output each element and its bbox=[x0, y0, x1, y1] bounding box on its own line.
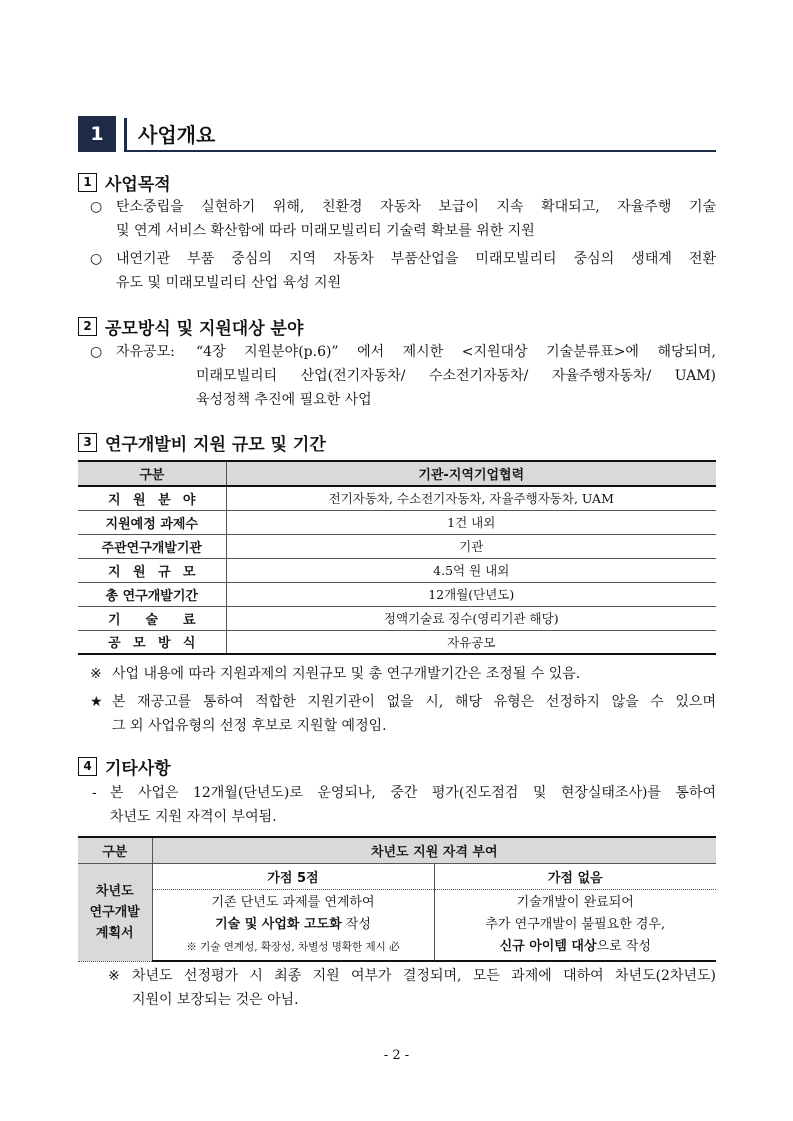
heading-number-box: 4 bbox=[78, 757, 97, 776]
no-bonus-line: 추가 연구개발이 불필요한 경우, bbox=[485, 916, 666, 932]
method-line: 미래모빌리티 산업(전기자동차/ 수소전기자동차/ 자율주행자동차/ UAM) bbox=[196, 368, 716, 384]
row-label: 기 술 료 bbox=[108, 612, 196, 628]
heading-text: 연구개발비 지원 규모 및 기간 bbox=[105, 435, 326, 455]
bonus-note: ※ 기술 연계성, 확장성, 차별성 명확한 제시 必 bbox=[186, 940, 400, 953]
table-subheader-row bbox=[78, 863, 716, 889]
no-bonus-line-text: 으로 작성 bbox=[596, 938, 651, 954]
subheader-bonus: 가점 5점 bbox=[152, 863, 434, 889]
others-paragraph bbox=[110, 781, 716, 829]
row-value: 정액기술료 징수(영리기관 해당) bbox=[226, 606, 716, 630]
final-note-line: 차년도 선정평가 시 최종 지원 여부가 결정되며, 모든 과제에 대하여 차년도(2차년도) bbox=[132, 968, 716, 984]
dash-marker: - bbox=[92, 785, 97, 801]
table-row bbox=[78, 606, 716, 630]
bonus-line bbox=[153, 892, 434, 914]
table-row bbox=[78, 558, 716, 582]
no-bonus-cell bbox=[434, 889, 716, 961]
table-header-row bbox=[78, 837, 716, 863]
bonus-emphasis: 기술 및 사업화 고도화 bbox=[215, 916, 342, 932]
heading-text: 공모방식 및 지원대상 분야 bbox=[105, 319, 304, 339]
row-label-line: 차년도 bbox=[95, 883, 134, 899]
purpose-line: 및 연계 서비스 확산함에 따라 미래모빌리티 기술력 확보를 위한 지원 bbox=[116, 223, 535, 239]
heading-text: 사업목적 bbox=[105, 175, 171, 195]
star-marker: ★ bbox=[90, 694, 103, 710]
row-label-line: 연구개발 bbox=[89, 904, 140, 920]
heading-number-box: 3 bbox=[78, 433, 97, 452]
star-note-line: 본 재공고를 통하여 적합한 지원기관이 없을 시, 해당 유형은 선정하지 않을 수 있으며 bbox=[112, 694, 716, 710]
purpose-line: 탄소중립을 실현하기 위해, 친환경 자동차 보급이 지속 확대되고, 자율주행 기술 bbox=[116, 199, 716, 215]
table-row bbox=[78, 534, 716, 558]
budget-table bbox=[78, 460, 716, 655]
star-note-line: 그 외 사업유형의 선정 후보로 지원할 예정임. bbox=[112, 718, 387, 734]
no-bonus-line bbox=[435, 936, 717, 958]
heading-method bbox=[78, 314, 303, 339]
heading-others bbox=[78, 754, 171, 779]
row-label: 주관연구개발기관 bbox=[78, 534, 226, 558]
next-year-table bbox=[78, 836, 716, 962]
purpose-paragraph-1 bbox=[116, 195, 716, 243]
final-note bbox=[132, 964, 716, 1012]
heading-number-box: 1 bbox=[78, 173, 97, 192]
table-row bbox=[78, 889, 716, 961]
no-bonus-emphasis: 신규 아이템 대상 bbox=[499, 938, 597, 954]
bullet-marker: ○ bbox=[90, 199, 103, 215]
row-value: 12개월(단년도) bbox=[226, 582, 716, 606]
row-label-line: 계획서 bbox=[95, 925, 134, 941]
purpose-line: 내연기관 부품 중심의 지역 자동차 부품산업을 미래모빌리티 중심의 생태계 전환 bbox=[116, 251, 716, 267]
table-row bbox=[78, 510, 716, 534]
row-label: 총 연구개발기간 bbox=[78, 582, 226, 606]
bonus-line-text: 기존 단년도 과제를 연계하여 bbox=[211, 894, 375, 910]
final-note-line: 지원이 보장되는 것은 아님. bbox=[132, 992, 299, 1008]
row-value: 기관 bbox=[226, 534, 716, 558]
section-underline bbox=[124, 150, 716, 152]
note-text: 사업 내용에 따라 지원과제의 지원규모 및 총 연구개발기간은 조정될 수 있음. bbox=[112, 666, 581, 682]
method-line: “4장 지원분야(p.6)” 에서 제시한 <지원대상 기술분류표>에 해당되며, bbox=[196, 344, 716, 360]
others-line: 본 사업은 12개월(단년도)로 운영되나, 중간 평가(진도점검 및 현장실태조사)를 통하여 bbox=[110, 785, 716, 801]
method-paragraph bbox=[196, 340, 716, 412]
subheader-no-bonus: 가점 없음 bbox=[434, 863, 716, 889]
star-note bbox=[112, 690, 716, 738]
row-label: 지 원 분 야 bbox=[108, 492, 196, 508]
table-row bbox=[78, 486, 716, 510]
table-row bbox=[78, 582, 716, 606]
purpose-line: 유도 및 미래모빌리티 산업 육성 지원 bbox=[116, 275, 342, 291]
col-header: 구분 bbox=[78, 461, 226, 486]
heading-purpose bbox=[78, 170, 171, 195]
section-number: 1 bbox=[78, 116, 116, 152]
row-label: 공 모 방 식 bbox=[108, 636, 196, 652]
table-header-row bbox=[78, 461, 716, 486]
row-value: 4.5억 원 내외 bbox=[226, 558, 716, 582]
row-label: 지 원 규 모 bbox=[108, 564, 196, 580]
bullet-marker: ○ bbox=[90, 344, 103, 360]
note-marker: ※ bbox=[108, 968, 120, 984]
others-line: 차년도 지원 자격이 부여됨. bbox=[110, 809, 277, 825]
col-header: 기관-지역기업협력 bbox=[226, 461, 716, 486]
heading-number-box: 2 bbox=[78, 317, 97, 336]
section-header bbox=[78, 116, 716, 152]
method-label: 자유공모: bbox=[116, 344, 175, 360]
heading-text: 기타사항 bbox=[105, 759, 171, 779]
no-bonus-line: 기술개발이 완료되어 bbox=[516, 894, 634, 910]
bonus-cell bbox=[152, 889, 434, 961]
row-label: 지원예정 과제수 bbox=[78, 510, 226, 534]
row-value: 1건 내외 bbox=[226, 510, 716, 534]
page-number: - 2 - bbox=[383, 1048, 410, 1063]
method-line: 육성정책 추진에 필요한 사업 bbox=[196, 392, 372, 408]
purpose-paragraph-2 bbox=[116, 247, 716, 295]
bonus-line-text: 작성 bbox=[341, 916, 371, 932]
col-header: 구분 bbox=[78, 837, 152, 863]
heading-budget bbox=[78, 430, 326, 455]
note-marker: ※ bbox=[90, 666, 102, 682]
col-header: 차년도 지원 자격 부여 bbox=[152, 837, 716, 863]
row-value: 자유공모 bbox=[226, 630, 716, 654]
section-title: 사업개요 bbox=[138, 123, 216, 147]
row-label bbox=[78, 863, 152, 961]
table-row bbox=[78, 630, 716, 654]
section-divider bbox=[124, 118, 127, 150]
row-value: 전기자동차, 수소전기자동차, 자율주행자동차, UAM bbox=[226, 486, 716, 510]
bonus-line bbox=[153, 914, 434, 936]
bullet-marker: ○ bbox=[90, 251, 103, 267]
